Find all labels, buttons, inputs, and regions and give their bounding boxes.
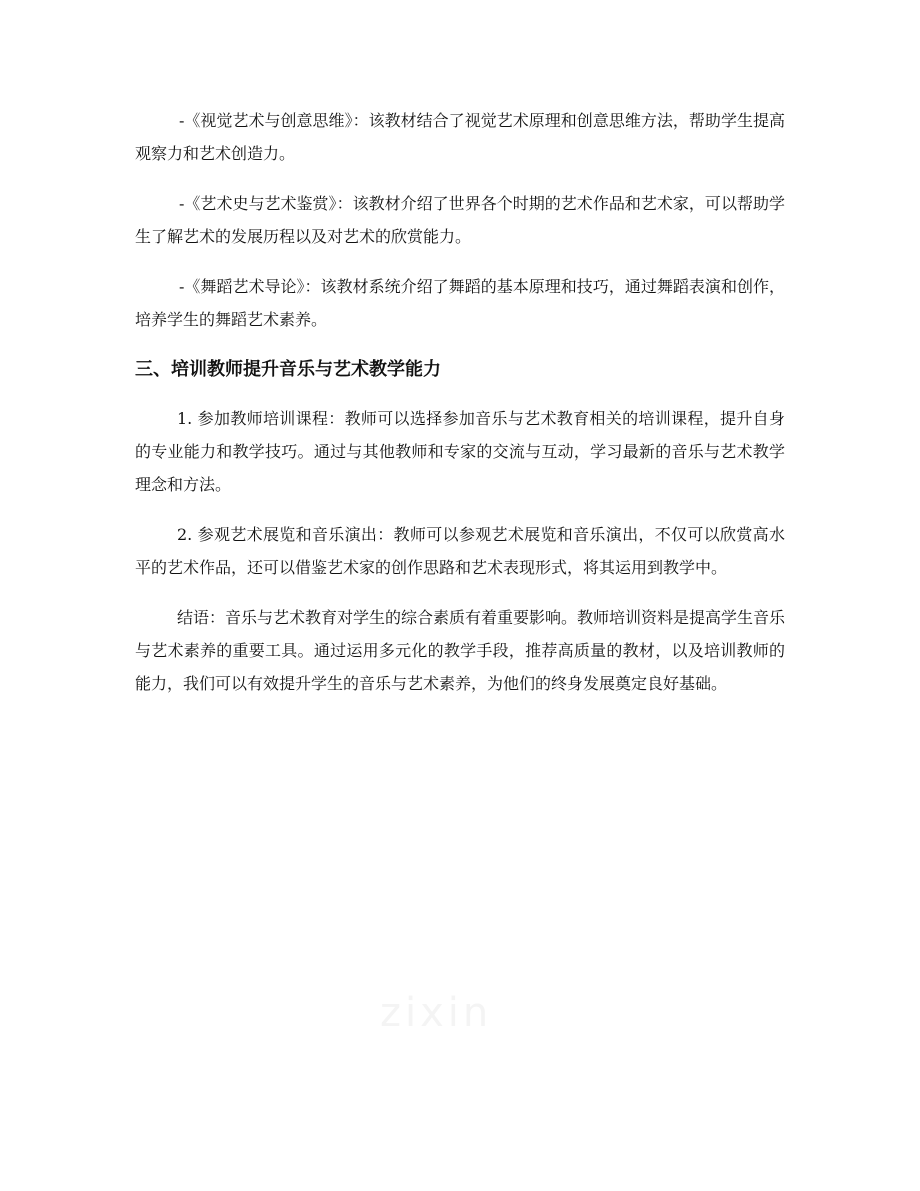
section-item-exhibitions: 2. 参观艺术展览和音乐演出：教师可以参观艺术展览和音乐演出，不仅可以欣赏高水平的艺术作品，还可以借鉴艺术家的创作思路和艺术表现形式，将其运用到教学中。: [135, 525, 785, 577]
document-body: [135, 104, 785, 717]
conclusion-paragraph: 结语：音乐与艺术教育对学生的综合素质有着重要影响。教师培训资料是提高学生音乐与艺术素养的重要工具。通过运用多元化的教学手段，推荐高质量的教材，以及培训教师的能力，我们可以有效提升学生的音乐与艺术素养，为他们的终身发展奠定良好基础。: [135, 608, 786, 693]
textbook-item-art-history: -《艺术史与艺术鉴赏》：该教材介绍了世界各个时期的艺术作品和艺术家，可以帮助学生了解艺术的发展历程以及对艺术的欣赏能力。: [135, 194, 785, 246]
textbook-item-dance: -《舞蹈艺术导论》：该教材系统介绍了舞蹈的基本原理和技巧，通过舞蹈表演和创作，培养学生的舞蹈艺术素养。: [135, 277, 785, 329]
watermark-logo: zixin: [380, 990, 493, 1036]
section-heading: 三、培训教师提升音乐与艺术教学能力: [135, 359, 441, 380]
section-item-training-courses: 1. 参加教师培训课程：教师可以选择参加音乐与艺术教育相关的培训课程，提升自身的专业能力和教学技巧。通过与其他教师和专家的交流与互动，学习最新的音乐与艺术教学理念和方法。: [135, 409, 785, 494]
textbook-item-visual-art: -《视觉艺术与创意思维》：该教材结合了视觉艺术原理和创意思维方法，帮助学生提高观察力和艺术创造力。: [135, 111, 785, 163]
